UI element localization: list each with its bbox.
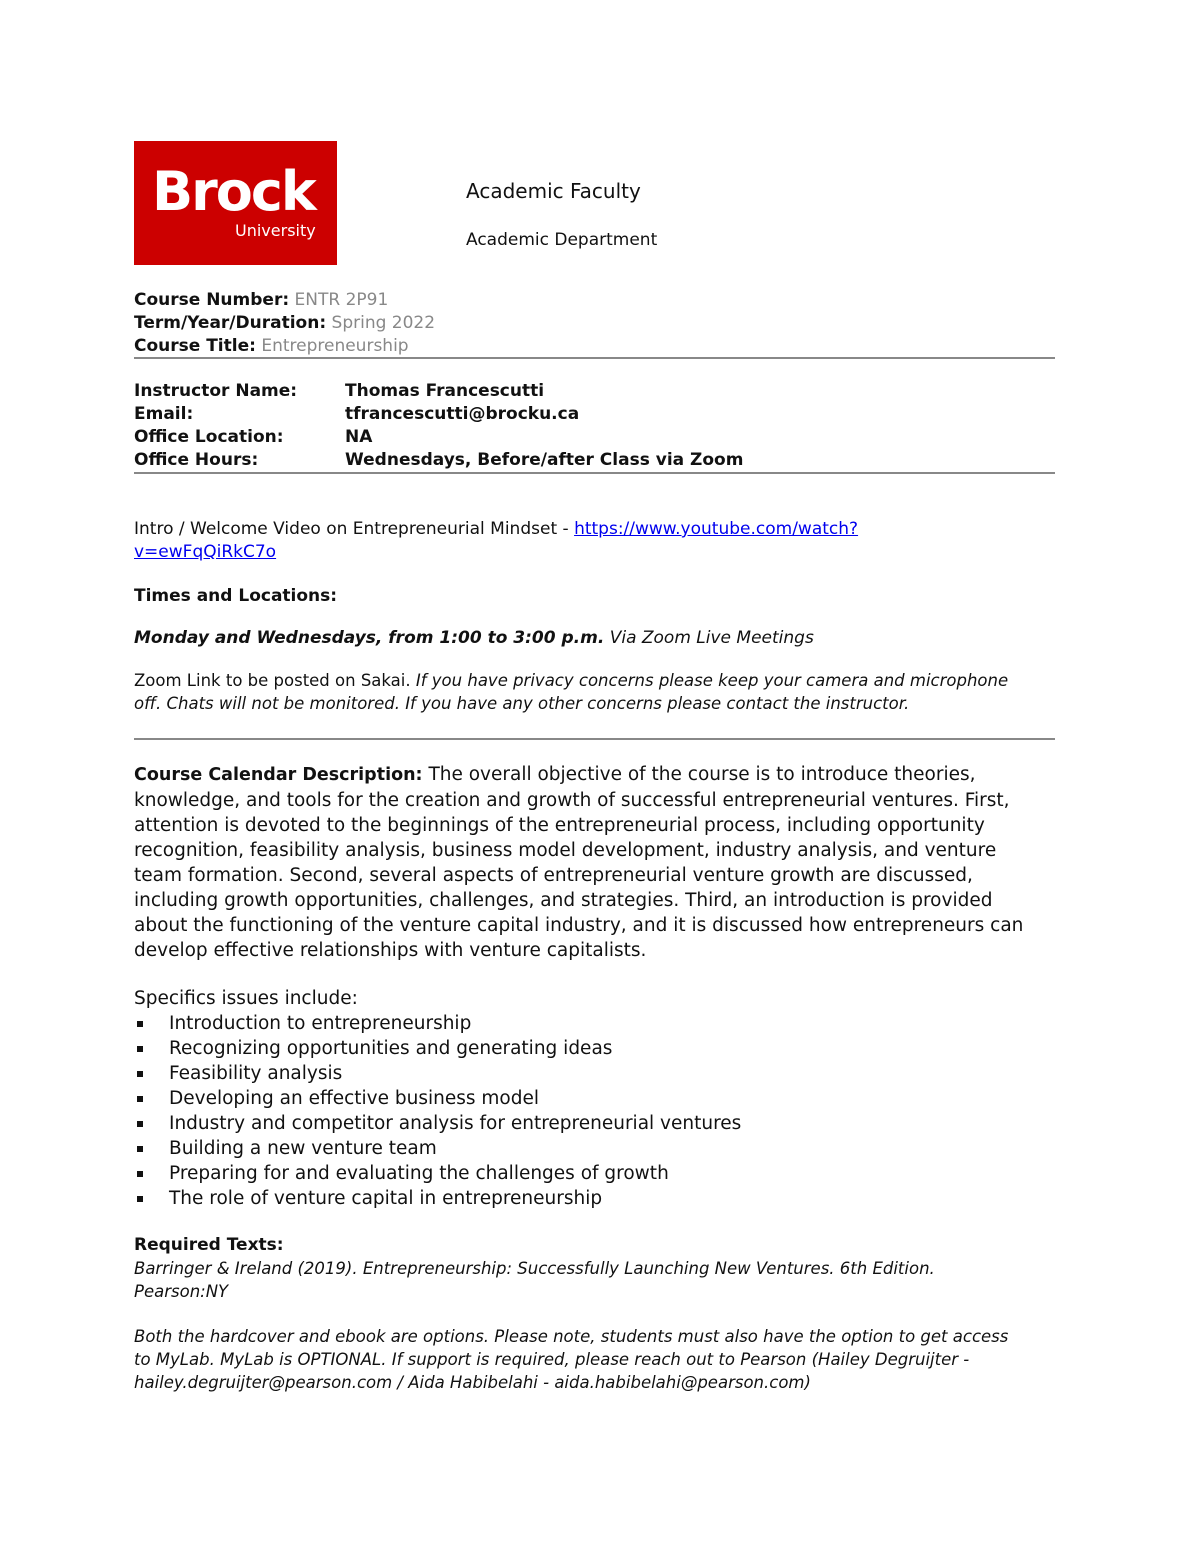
term-row	[134, 312, 435, 335]
list-item: Developing an effective business model	[134, 1086, 1034, 1111]
email-value[interactable]: tfrancescutti@brocku.ca	[345, 404, 580, 424]
list-item: Introduction to entrepreneurship	[134, 1011, 1034, 1036]
course-number-row	[134, 289, 435, 312]
list-item: Preparing for and evaluating the challenges of growth	[134, 1161, 1034, 1186]
email-label: Email:	[134, 404, 194, 424]
instructor-table	[134, 380, 743, 472]
department-title: Academic Department	[466, 230, 658, 250]
logo-wordmark: Brock	[152, 160, 315, 223]
divider	[134, 357, 1055, 359]
list-item: Feasibility analysis	[134, 1061, 1034, 1086]
email-row	[134, 403, 743, 426]
zoom-italic-text: If you have privacy concerns please keep your camera and microphone off. Chats will not be monitored. If you have any other concerns please contact the instructor.	[134, 671, 1009, 713]
specifics-heading: Specifics issues include:	[134, 988, 358, 1009]
office-location-row	[134, 426, 743, 449]
office-location-value: NA	[345, 427, 373, 447]
course-title-label: Course Title:	[134, 336, 256, 356]
logo-subtitle: University	[235, 221, 316, 240]
calendar-label: Course Calendar Description:	[134, 765, 423, 785]
times-heading: Times and Locations:	[134, 586, 338, 606]
faculty-title: Academic Faculty	[466, 179, 641, 203]
zoom-paragraph	[134, 670, 1014, 715]
term-label: Term/Year/Duration:	[134, 313, 327, 333]
office-hours-row	[134, 449, 743, 472]
specifics-section	[134, 986, 1034, 1211]
office-location-label: Office Location:	[134, 427, 284, 447]
schedule-line	[134, 627, 814, 650]
required-texts-heading: Required Texts:	[134, 1235, 284, 1255]
calendar-description	[134, 762, 1034, 963]
term-value: Spring 2022	[331, 313, 436, 333]
list-item: Recognizing opportunities and generating ideas	[134, 1036, 1034, 1061]
office-hours-label: Office Hours:	[134, 450, 259, 470]
list-item: Industry and competitor analysis for entrepreneurial ventures	[134, 1111, 1034, 1136]
intro-video-paragraph	[134, 518, 1034, 564]
instructor-row	[134, 380, 743, 403]
divider	[134, 738, 1055, 740]
course-number-value: ENTR 2P91	[294, 290, 389, 310]
specifics-list	[134, 1011, 1034, 1211]
required-text-citation: Barringer & Ireland (2019). Entrepreneurship: Successfully Launching New Ventures. 6th Edition. Pearson:NY	[134, 1259, 935, 1301]
calendar-text: The overall objective of the course is to introduce theories, knowledge, and tools for the creation and growth of successful entrepreneurial ventures. First, attention is devoted to the beginnings of the entrepreneurial process, including opportunity recognition, feasibility analysis, business model development, industry analysis, and venture team formation. Second, several aspects of entrepreneurial venture growth are discussed, including growth opportunities, challenges, and strategies. Third, an introduction is provided about the functioning of the venture capital industry, and it is discussed how entrepreneurs can develop effective relationships with venture capitalists.	[134, 764, 1024, 961]
course-number-label: Course Number:	[134, 290, 290, 310]
required-text-options: Both the hardcover and ebook are options. Please note, students must also have the option to get access to MyLab. MyLab is OPTIONAL. If support is required, please reach out to Pearson (Hailey Degruijter - hailey.degruijter@pearson.com / Aida Habibelahi - aida.habibelahi@pearson.com)	[134, 1327, 1009, 1392]
instructor-name-value: Thomas Francescutti	[345, 381, 545, 401]
intro-text: Intro / Welcome Video on Entrepreneurial Mindset -	[134, 519, 575, 539]
course-title-value: Entrepreneurship	[261, 336, 409, 356]
schedule-text: Monday and Wednesdays, from 1:00 to 3:00 p.m.	[134, 628, 605, 648]
schedule-via: Via Zoom Live Meetings	[604, 628, 814, 648]
office-hours-value: Wednesdays, Before/after Class via Zoom	[345, 450, 744, 470]
list-item: Building a new venture team	[134, 1136, 1034, 1161]
course-title-row	[134, 335, 435, 358]
instructor-name-label: Instructor Name:	[134, 381, 298, 401]
zoom-plain-text: Zoom Link to be posted on Sakai.	[134, 671, 416, 690]
brock-university-logo	[134, 141, 337, 265]
intro-video-link[interactable]: https://www.youtube.com/watch? v=ewFqQiRkC7o	[134, 519, 859, 562]
list-item: The role of venture capital in entrepreneurship	[134, 1186, 1034, 1211]
course-info-block	[134, 289, 435, 358]
divider	[134, 472, 1055, 474]
